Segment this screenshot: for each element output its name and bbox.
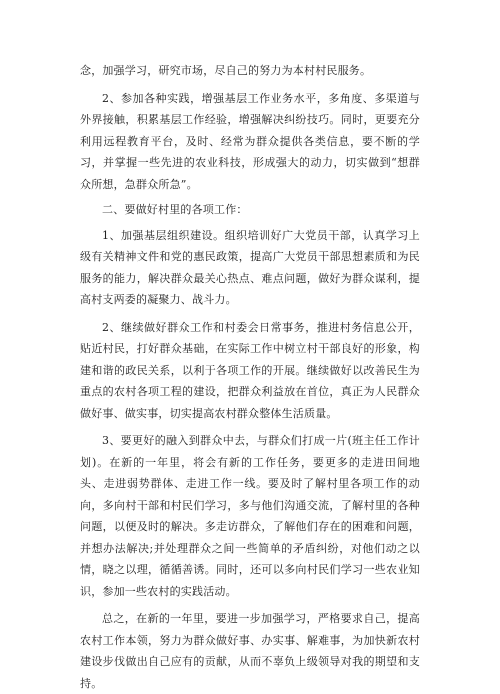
document-body	[80, 60, 420, 694]
paragraph-continuation: 念，加强学习，研究市场，尽自己的努力为本村村民服务。	[80, 64, 372, 77]
paragraph-conclusion: 总之，在新的一年里，要进一步加强学习，严格要求自己，提高农村工作本领，努力为群众做好事、办实事、解难事，为加快新农村建设步伐做出自己应有的贡献，从而不辜负上级领导对我的期望和支持。	[80, 612, 420, 690]
paragraph-item-2-mass-work: 2、继续做好群众工作和村委会日常事务，推进村务信息公开，贴近村民，打好群众基础，在实际工作中树立村干部良好的形象，构建和谐的政民关系，以利于各项工作的开展。继续做好以改善民生为重点的农村各项工程的建设，把群众利益放在首位，真正为人民群众做好事、做实事，切实提高农村群众整体生活质量。	[80, 320, 420, 420]
section-heading-village-work: 二、要做好村里的各项工作：	[102, 203, 248, 216]
paragraph-item-3-integration: 3、要更好的融入到群众中去，与群众们打成一片(班主任工作计划)。在新的一年里，将会有新的工作任务，要更多的走进田间地头、走进弱势群体、走进工作一线。要及时了解村里各项工作的动向，多向村干部和村民们学习，多与他们沟通交流，了解村里的各种问题，以便及时的解决。多走访群众，了解他们存在的困难和问题，并想办法解决;并处理群众之间一些简单的矛盾纠纷，对他们动之以情，晓之以理，循循善诱。同时，还可以多向村民们学习一些农业知识，参加一些农村的实践活动。	[80, 434, 420, 598]
paragraph-item-1-organization: 1、加强基层组织建设。组织培训好广大党员干部，认真学习上级有关精神文件和党的惠民政策，提高广大党员干部思想素质和为民服务的能力，解决群众最关心热点、难点问题，做好为群众谋利，提高村支两委的凝聚力、战斗力。	[80, 228, 420, 306]
paragraph-item-2-practice: 2、参加各种实践，增强基层工作业务水平，多角度、多渠道与外界接触，积累基层工作经验，增强解决纠纷技巧。同时，更要充分利用远程教育平台，及时、经常为群众提供各类信息，要不断的学习，并掌握一些先进的农业科技，形成强大的动力，切实做到“想群众所想，急群众所急”。	[80, 91, 420, 191]
